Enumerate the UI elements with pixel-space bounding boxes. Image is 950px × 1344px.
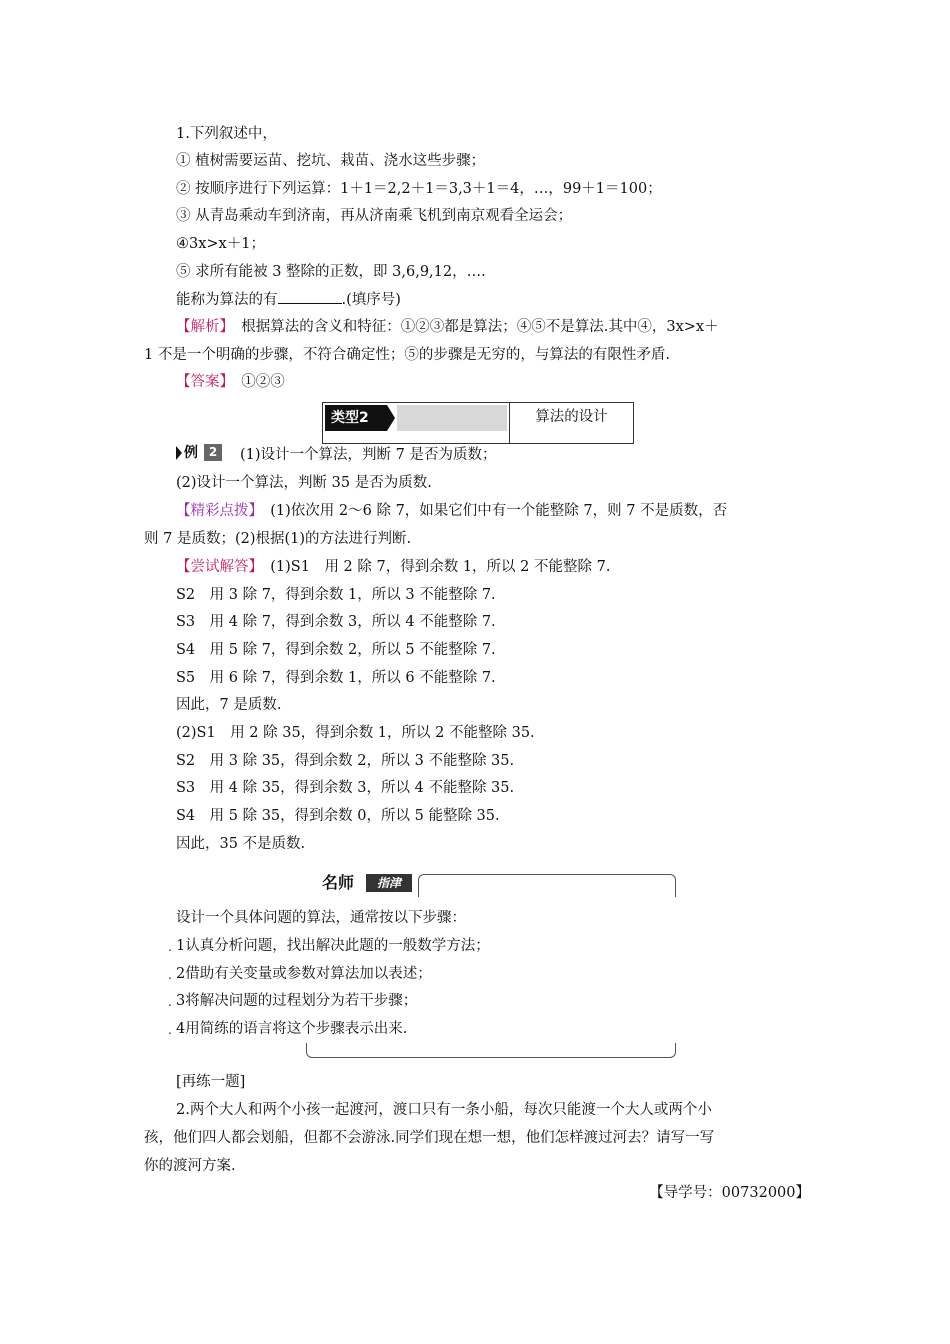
type-title: 算法的设计 <box>509 403 633 443</box>
solution-line-0 <box>176 557 610 577</box>
bullet-dot-icon: . <box>168 995 172 1009</box>
tips-step: 4用简练的语言将这个步骤表示出来. <box>176 1021 408 1037</box>
tips-title: 名师 <box>322 873 355 892</box>
q1-question-suffix: .(填序号) <box>341 292 401 308</box>
solution-line: 因此，7 是质数. <box>176 697 282 713</box>
answer-line <box>176 372 285 392</box>
example-line-2: (2)设计一个算法，判断 35 是否为质数. <box>176 475 432 491</box>
example-marker: 例 <box>184 445 198 461</box>
tips-step: 3将解决问题的过程划分为若干步骤； <box>176 993 418 1009</box>
solution-tag: 【尝试解答】 <box>176 559 256 575</box>
example-badge <box>176 443 226 463</box>
q1-item-2: ② 按顺序进行下列运算：1＋1＝2,2＋1＝3,3＋1＝4，…，99＋1＝100； <box>176 181 662 197</box>
tips-border-top <box>418 874 676 897</box>
tips-step: 2借助有关变量或参数对算法加以表述； <box>176 966 432 982</box>
solution-line: S3 用 4 除 35，得到余数 3，所以 4 不能整除 35. <box>176 780 515 796</box>
q1-item-5: ⑤ 求所有能被 3 整除的正数，即 3,6,9,12，…. <box>176 264 486 280</box>
bullet-dot-icon: . <box>168 968 172 982</box>
hint-line-2: 则 7 是质数；(2)根据(1)的方法进行判断. <box>144 531 412 547</box>
guide-number: 【导学号：00732000】 <box>649 1185 810 1201</box>
hint-tag: 【精彩点拨】 <box>176 503 256 519</box>
tips-badge: 指津 <box>366 874 412 892</box>
tips-step: 1认真分析问题，找出解决此题的一般数学方法； <box>176 938 490 954</box>
solution-line: S2 用 3 除 35，得到余数 2，所以 3 不能整除 35. <box>176 753 515 769</box>
solution-line: (2)S1 用 2 除 35，得到余数 1，所以 2 不能整除 35. <box>176 725 535 741</box>
practice-line-2: 孩，他们四人都会划船，但都不会游泳.同学们现在想一想，他们怎样渡过河去？请写一写 <box>144 1130 715 1146</box>
answer-text: ①②③ <box>226 374 285 390</box>
tips-intro: 设计一个具体问题的算法，通常按以下步骤： <box>176 910 466 926</box>
bullet-dot-icon: . <box>168 940 172 954</box>
type-bar <box>397 405 507 431</box>
bullet-dot-icon: . <box>168 1023 172 1037</box>
solution-line: S4 用 5 除 35，得到余数 0，所以 5 能整除 35. <box>176 808 500 824</box>
solution-line: S5 用 6 除 7，得到余数 1，所以 6 不能整除 7. <box>176 670 496 686</box>
tips-border-bottom <box>306 1043 676 1058</box>
analysis-line-2: 1 不是一个明确的步骤，不符合确定性；⑤的步骤是无穷的，与算法的有限性矛盾. <box>144 347 670 363</box>
practice-label: [再练一题] <box>176 1074 246 1090</box>
type-header <box>322 402 634 444</box>
q1-item-4: ④3x>x＋1； <box>176 236 265 252</box>
analysis-text-1: 根据算法的含义和特征：①②③都是算法；④⑤不是算法.其中④，3x>x＋ <box>226 319 719 335</box>
solution-line: S4 用 5 除 7，得到余数 2，所以 5 不能整除 7. <box>176 642 496 658</box>
q1-item-3: ③ 从青岛乘动车到济南，再从济南乘飞机到南京观看全运会； <box>176 208 573 224</box>
example-number: 2 <box>204 444 222 461</box>
example-line-1: (1)设计一个算法，判断 7 是否为质数； <box>240 447 497 463</box>
q1-question <box>176 289 401 310</box>
practice-line-1: 2.两个大人和两个小孩一起渡河，渡口只有一条小船，每次只能渡一个大人或两个小 <box>176 1102 712 1118</box>
q1-question-prefix: 能称为算法的有 <box>176 292 278 308</box>
analysis-line-1 <box>176 317 719 337</box>
practice-line-3: 你的渡河方案. <box>144 1158 236 1174</box>
hint-line-1 <box>176 501 727 521</box>
q1-title: 1.下列叙述中， <box>176 126 277 142</box>
q1-item-1: ① 植树需要运苗、挖坑、栽苗、浇水这些步骤； <box>176 153 486 169</box>
solution-line: 因此，35 不是质数. <box>176 836 306 852</box>
answer-blank <box>278 289 342 304</box>
solution-first: (1)S1 用 2 除 7，得到余数 1，所以 2 不能整除 7. <box>255 559 611 575</box>
solution-line: S3 用 4 除 7，得到余数 3，所以 4 不能整除 7. <box>176 614 496 630</box>
answer-tag: 【答案】 <box>176 374 227 390</box>
solution-line: S2 用 3 除 7，得到余数 1，所以 3 不能整除 7. <box>176 587 496 603</box>
type-arrow-icon <box>387 405 395 431</box>
triangle-icon <box>176 446 182 460</box>
hint-text-1: (1)依次用 2～6 除 7，如果它们中有一个能整除 7，则 7 不是质数，否 <box>255 503 728 519</box>
analysis-tag: 【解析】 <box>176 319 227 335</box>
type-label: 类型2 <box>325 405 387 431</box>
